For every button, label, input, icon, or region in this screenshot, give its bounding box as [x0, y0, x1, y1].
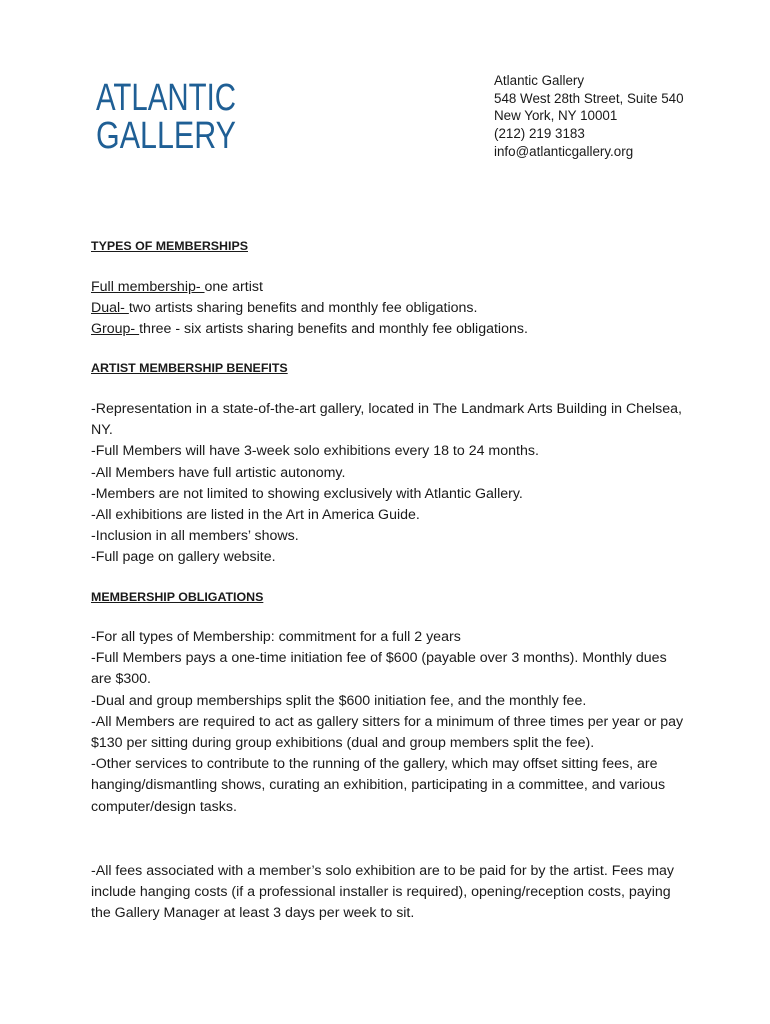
- types-list: [91, 277, 691, 341]
- benefits-heading: ARTIST MEMBERSHIP BENEFITS: [91, 361, 288, 375]
- address-street: 548 West 28th Street, Suite 540: [494, 90, 684, 106]
- type-group: [91, 319, 691, 340]
- address-phone: (212) 219 3183: [494, 126, 585, 142]
- obligation-item: -Other services to contribute to the running of the gallery, which may offset sitting fees, are hanging/dismantling shows, curating an exhibition, participating in a committee, and various computer/design tasks.: [91, 756, 666, 815]
- benefit-item: -Members are not limited to showing exclusively with Atlantic Gallery.: [91, 485, 523, 502]
- benefit-item: -Full Members will have 3-week solo exhibitions every 18 to 24 months.: [91, 443, 539, 460]
- benefits-list: [91, 399, 691, 569]
- benefit-item: -Inclusion in all members’ shows.: [91, 528, 299, 545]
- obligation-final-item: -All fees associated with a member’s solo exhibition are to be paid for by the artist. Fees may include hanging costs (if a professional installer is required), opening/reception costs, paying the Gallery Manager at least 3 days per week to sit.: [91, 863, 675, 922]
- obligation-item: -Full Members pays a one-time initiation fee of $600 (payable over 3 months). Monthly dues are $300.: [91, 650, 667, 688]
- gallery-address: [494, 72, 684, 161]
- address-city: New York, NY 10001: [494, 108, 618, 124]
- benefit-item: -All exhibitions are listed in the Art in America Guide.: [91, 507, 420, 524]
- benefit-item: -Representation in a state-of-the-art gallery, located in The Landmark Arts Building in Chelsea, NY.: [91, 401, 682, 439]
- obligations-final: [91, 861, 691, 925]
- type-dual: [91, 298, 691, 319]
- obligations-list: [91, 627, 691, 818]
- type-group-label: Group-: [91, 321, 140, 338]
- type-dual-label: Dual-: [91, 300, 129, 317]
- type-full-text: one artist: [204, 279, 263, 295]
- type-dual-text: two artists sharing benefits and monthly fee obligations.: [128, 300, 478, 317]
- address-email: info@atlanticgallery.org: [494, 143, 634, 159]
- obligation-item: -All Members are required to act as gallery sitters for a minimum of three times per year or pay $130 per sitting during group exhibitions (dual and group members split the fee).: [91, 713, 684, 752]
- type-full: [91, 277, 691, 298]
- types-heading: TYPES OF MEMBERSHIPS: [91, 239, 248, 253]
- logo-line2: GALLERY: [96, 115, 236, 157]
- type-group-text: three - six artists sharing benefits and monthly fee obligations.: [139, 321, 528, 338]
- logo-line1: ATLANTIC: [96, 77, 236, 119]
- type-full-label: Full membership-: [91, 279, 205, 295]
- logo-mark: [92, 66, 248, 160]
- obligation-item: -Dual and group memberships split the $600 initiation fee, and the monthly fee.: [91, 692, 587, 709]
- benefit-item: -All Members have full artistic autonomy.: [91, 464, 346, 481]
- benefit-item: -Full page on gallery website.: [91, 549, 276, 566]
- obligation-item: -For all types of Membership: commitment for a full 2 years: [91, 629, 461, 645]
- obligations-heading: MEMBERSHIP OBLIGATIONS: [91, 590, 264, 604]
- address-name: Atlantic Gallery: [494, 73, 585, 88]
- atlantic-gallery-logo: [92, 66, 248, 160]
